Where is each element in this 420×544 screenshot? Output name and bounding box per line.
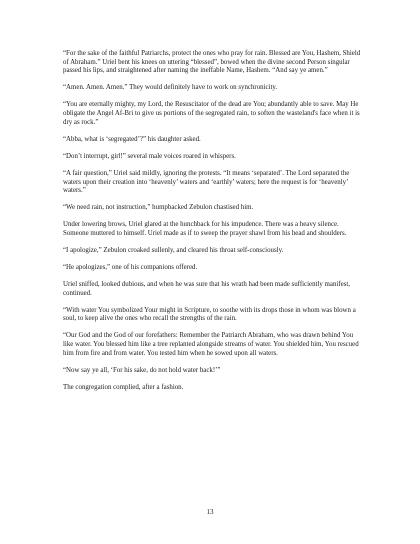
paragraph: “Amen. Amen. Amen.” They would definitely have to work on synchronicity. xyxy=(63,84,278,92)
paragraph: “Now say ye all, ‘For his sake, do not hold water back!’” xyxy=(63,366,221,374)
paragraph: Under lowering brows, Uriel glared at the hunchback for his impudence. There was a heavy silence. Someone muttered to himself. Uriel made as if to sweep the prayer shawl from his head and shoulders. xyxy=(63,221,347,237)
page-number: 13 xyxy=(206,508,214,516)
paragraph: “For the sake of the faithful Patriarchs, protect the ones who pray for rain. Blessed are You, Hashem, Shield of Abraham.” Uriel bent his knees on uttering “blessed”, bowed when the divine second Person singular passed his lips, and straightened after naming the ineffable Name, Hashem. “And say ye amen.” xyxy=(63,50,361,75)
paragraph: “I apologize,” Zebulon croaked sullenly, and cleared his throat self-consciously. xyxy=(63,246,284,254)
paragraph: “A fair question,” Uriel said mildly, ignoring the protests. “It means ‘separated’. The Lord separated the waters upon their creation into ‘heavenly’ waters and ‘earthly’ waters; here the request is for ‘heavenly’ waters.” xyxy=(63,169,350,195)
paragraph: Uriel sniffed, looked dubious, and when he was sure that his wrath had been made sufficiently manifest, continued. xyxy=(63,280,350,297)
paragraph: “Abba, what is ‘segregated’?” his daughter asked. xyxy=(63,135,201,143)
paragraph: “You are eternally mighty, my Lord, the Resuscitator of the dead are You; abundantly able to save. May He obligate the Angel Af-Bri to give us portions of the segregated rain, to soften the wasteland's face when it is dry as rock.” xyxy=(63,101,360,126)
paragraph: The congregation complied, after a fashion. xyxy=(63,383,184,391)
paragraph: “Don’t interrupt, girl!” several male voices roared in whispers. xyxy=(63,152,236,160)
paragraph: “Our God and the God of our forefathers: Remember the Patriarch Abraham, who was drawn behind You like water. You blessed him like a tree replanted alongside streams of water. You shielded him, You rescued him from fire and from water. You tested him when he sowed upon all waters. xyxy=(63,332,359,357)
paragraph: “We need rain, not instruction,” humpbacked Zebulon chastised him. xyxy=(63,204,254,212)
paragraph: “With water You symbolized Your might in Scripture, to soothe with its drops those in whom was blown a soul, to keep alive the ones who recall the strengths of the rain. xyxy=(63,306,356,323)
body-text xyxy=(63,50,361,401)
paragraph: “He apologizes,” one of his companions offered. xyxy=(63,263,198,271)
